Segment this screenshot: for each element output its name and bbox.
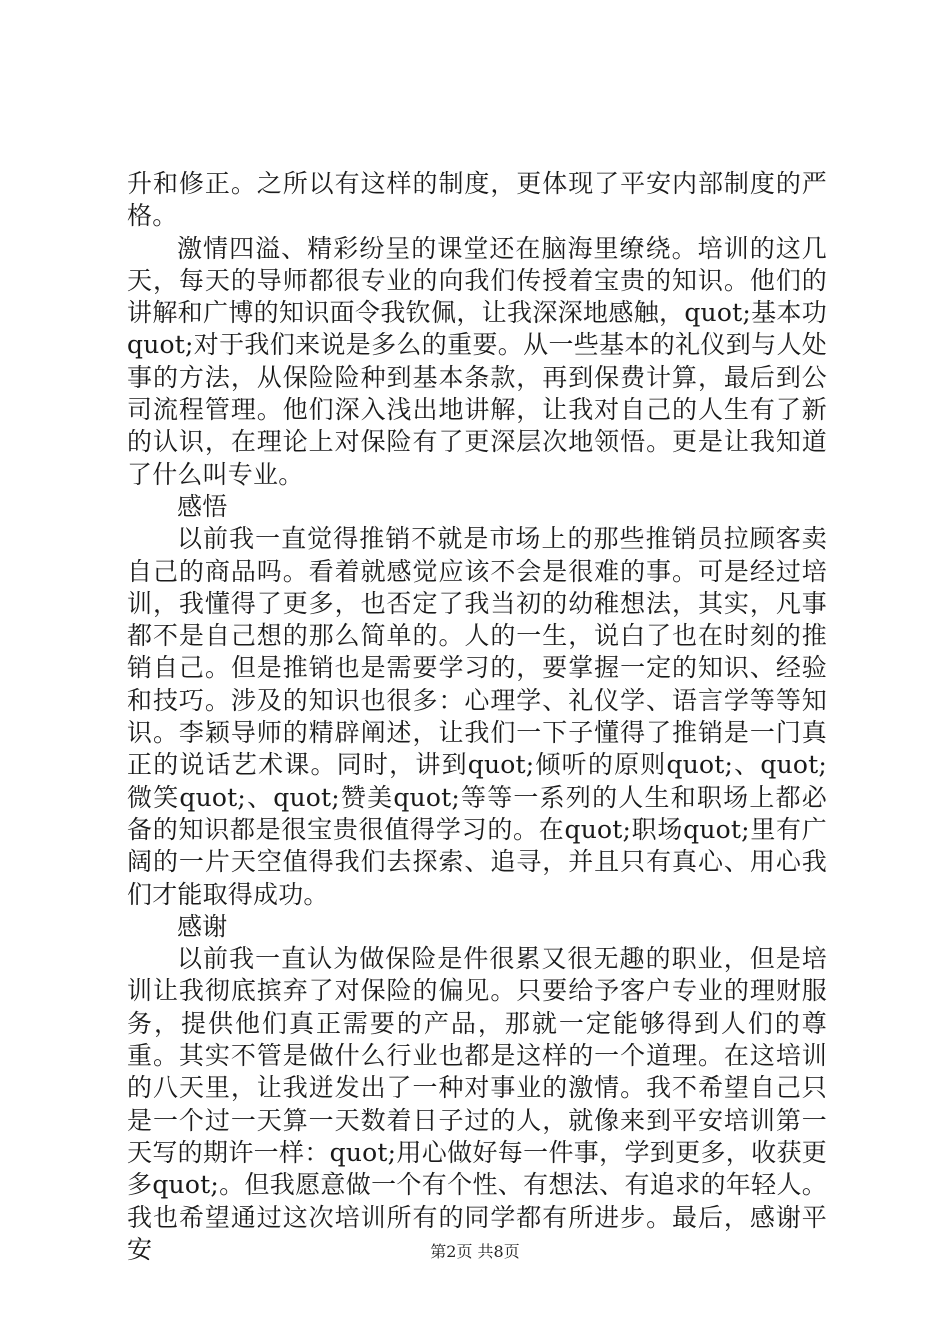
page-footer: 第2页 共8页 <box>430 1242 520 1261</box>
paragraph-training-classroom: 激情四溢、精彩纷呈的课堂还在脑海里缭绕。培训的这几天，每天的导师都很专业的向我们传授着宝贵的知识。他们的讲解和广博的知识面令我钦佩，让我深深地感触，quot;基本功quot;对于我们来说是多么的重要。从一些基本的礼仪到与人处事的方法，从保险险种到基本条款，再到保费计算，最后到公司流程管理。他们深入浅出地讲解，让我对自己的人生有了新的认识，在理论上对保险有了更深层次地领悟。更是让我知道了什么叫专业。 <box>127 233 827 489</box>
section-heading-thanks: 感谢 <box>177 911 228 941</box>
paragraph-insight: 以前我一直觉得推销不就是市场上的那些推销员拉顾客卖自己的商品吗。看着就感觉应该不会是很难的事。可是经过培训，我懂得了更多，也否定了我当初的幼稚想法，其实，凡事都不是自己想的那么简单的。人的一生，说白了也在时刻的推销自己。但是推销也是需要学习的，要掌握一定的知识、经验和技巧。涉及的知识也很多：心理学、礼仪学、语言学等等知识。李颖导师的精辟阐述，让我们一下子懂得了推销是一门真正的说话艺术课。同时，讲到quot;倾听的原则quot;、quot;微笑quot;、quot;赞美quot;等等一系列的人生和职场上都必备的知识都是很宝贵很值得学习的。在quot;职场quot;里有广阔的一片天空值得我们去探索、追寻，并且只有真心、用心我们才能取得成功。 <box>127 524 827 909</box>
section-heading-insight: 感悟 <box>177 491 228 521</box>
paragraph-continuation: 升和修正。之所以有这样的制度，更体现了平安内部制度的严格。 <box>127 169 827 231</box>
paragraph-thanks: 以前我一直认为做保险是件很累又很无趣的职业，但是培训让我彻底摈弃了对保险的偏见。只要给予客户专业的理财服务，提供他们真正需要的产品，那就一定能够得到人们的尊重。其实不管是做什么行业也都是这样的一个道理。在这培训的八天里，让我迸发出了一种对事业的激情。我不希望自己只是一个过一天算一天数着日子过的人，就像来到平安培训第一天写的期许一样：quot;用心做好每一件事，学到更多，收获更多quot;。但我愿意做一个有个性、有想法、有追求的年轻人。我也希望通过这次培训所有的同学都有所进步。最后，感谢平安 <box>127 944 827 1264</box>
document-body <box>127 168 827 1266</box>
